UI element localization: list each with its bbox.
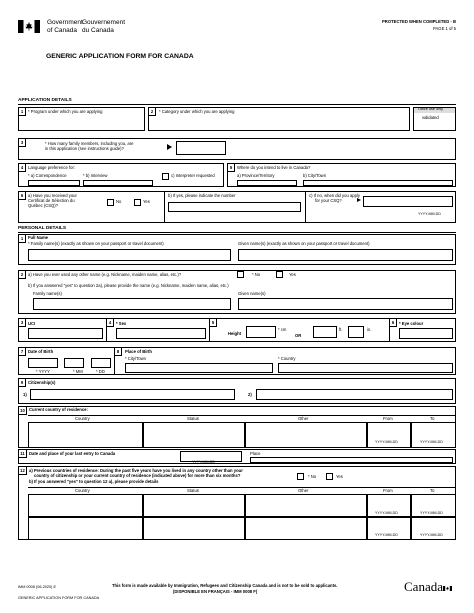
- question-number: 8: [114, 347, 122, 356]
- col-from: From: [383, 488, 393, 493]
- or-label: OR: [295, 333, 302, 338]
- date-format-hint: YYYY-MM-DD: [375, 533, 398, 537]
- date-format-hint: YYYY-MM-DD: [418, 212, 441, 216]
- last-entry-place-input[interactable]: [250, 457, 453, 463]
- form-title: GENERIC APPLICATION FORM FOR CANADA: [46, 53, 194, 60]
- height-ft-input[interactable]: [313, 326, 337, 338]
- col-country: Country: [75, 488, 90, 493]
- previous-residence-yes-label: Yes: [336, 474, 343, 479]
- given-name-input[interactable]: [238, 249, 453, 261]
- question-number: 2: [18, 270, 26, 279]
- yyyy-label: * YYYY: [36, 369, 50, 374]
- form-id: IMM 0008 (06-2020) E: [18, 585, 56, 589]
- previous-residence-yes-checkbox[interactable]: [326, 473, 333, 480]
- city-town-input[interactable]: [303, 180, 453, 186]
- family-members-input[interactable]: [176, 141, 226, 155]
- interpreter-label: c) Interpreter requested: [171, 173, 215, 178]
- question-number: 4: [18, 163, 26, 172]
- dob-month-input[interactable]: [64, 358, 84, 368]
- mm-label: * MM: [73, 369, 83, 374]
- interview-select[interactable]: [83, 180, 153, 186]
- given-name-label: Given name(s) (exactly as shown on your passport or travel document): [238, 241, 370, 246]
- question-number: 1: [18, 107, 26, 116]
- col-status: Status: [187, 488, 199, 493]
- question-number: 6: [389, 318, 397, 327]
- city-town-label: b) City/Town: [303, 173, 327, 178]
- csq-label-3: Québec (CSQ)?: [28, 203, 59, 208]
- validated-label: validated: [422, 115, 439, 120]
- question-number: 7: [18, 347, 26, 356]
- other-name-no-label: * No: [252, 272, 261, 277]
- date-format-hint: YYYY-MM-DD: [420, 533, 443, 537]
- previous-residence-no-label: * No: [308, 474, 317, 479]
- canada-wordmark: Canada: [404, 579, 443, 594]
- dob-day-input[interactable]: [91, 358, 111, 368]
- height-in-input[interactable]: [348, 326, 364, 338]
- citizenship-2-label: 2): [248, 392, 252, 397]
- divider: [305, 191, 306, 223]
- province-label: a) Province/Territory: [237, 173, 275, 178]
- height-cm-input[interactable]: [246, 326, 276, 338]
- question-number: 10: [18, 406, 27, 415]
- question-number: 6: [18, 191, 26, 200]
- pob-city-label: * City/Town: [125, 356, 146, 361]
- pob-country-label: * Country: [278, 356, 296, 361]
- col-country: Country: [75, 416, 90, 421]
- sex-select[interactable]: [116, 328, 206, 339]
- prev-status-select[interactable]: [143, 517, 245, 540]
- other-family-name-label: Family name(s): [33, 291, 62, 296]
- arrow-icon: [357, 198, 361, 202]
- correspondence-label: * a) Correspondence: [28, 173, 67, 178]
- date-format-hint: YYYY-MM-DD: [375, 440, 398, 444]
- other-name-details-label: b) If you answered "yes" to question 2a), please provide the name (e.g. Nickname, maiden name, alias, etc.): [28, 283, 229, 288]
- divider: [18, 104, 456, 105]
- height-label: Height: [228, 331, 242, 336]
- last-entry-label: Date and place of your last entry to Canada: [29, 451, 116, 456]
- cm-label: * cm: [278, 327, 287, 332]
- family-name-input[interactable]: [28, 249, 231, 261]
- page-number: PAGE 1 of 5: [433, 26, 456, 31]
- uci-label: UCI: [28, 321, 36, 326]
- citizenship-label: Citizenship(s): [28, 380, 56, 385]
- canada-flag-icon: [18, 20, 40, 33]
- dob-label: Date of Birth: [28, 349, 54, 354]
- previous-residence-question-1: a) Previous countries of residence: During the past five years have you lived in any country other than your: [29, 468, 243, 473]
- question-number: 4: [106, 318, 114, 327]
- prev-country-select[interactable]: [28, 517, 143, 540]
- other-name-yes-label: Yes: [289, 272, 296, 277]
- question-number: 3: [18, 318, 26, 327]
- eye-colour-label: * Eye colour: [399, 321, 424, 326]
- col-to: To: [430, 416, 435, 421]
- other-name-question: a) Have you ever used any other name (e.g. Nickname, maiden name, alias, etc.)?: [28, 272, 182, 277]
- protected-label: PROTECTED WHEN COMPLETED - B: [382, 19, 456, 24]
- place-label: Place: [250, 451, 261, 456]
- date-format-hint: YYYY-MM-DD: [420, 440, 443, 444]
- citizenship-1-label: 1): [23, 392, 27, 397]
- col-other: Other: [298, 416, 309, 421]
- previous-residence-no-checkbox[interactable]: [297, 473, 304, 480]
- full-name-label: Full Name: [28, 235, 49, 240]
- other-name-no-checkbox[interactable]: [237, 271, 244, 278]
- interview-label: * b) Interview: [83, 173, 108, 178]
- previous-residence-question-2: country of citizenship or your current country of residence (indicated above) for more than six months?: [34, 473, 241, 478]
- form-name-footer: GENERIC APPLICATION FORM FOR CANADA: [18, 596, 100, 600]
- current-status-select[interactable]: [143, 422, 245, 448]
- question-number: 3: [18, 138, 26, 147]
- dob-year-input[interactable]: [28, 358, 58, 368]
- prev-other-input[interactable]: [245, 517, 367, 540]
- province-select[interactable]: [237, 180, 297, 186]
- question-number: 11: [18, 449, 27, 458]
- language-label: Language preference for:: [28, 165, 76, 170]
- other-given-name-input[interactable]: [238, 298, 453, 310]
- gov-fr-line2: du Canada: [82, 27, 114, 34]
- date-format-hint: YYYY-MM-DD: [375, 511, 398, 515]
- col-status: Status: [187, 416, 199, 421]
- personal-details-heading: PERSONAL DETAILS: [18, 226, 67, 231]
- gov-en-line2: of Canada: [47, 27, 77, 34]
- question-number: 9: [18, 378, 26, 387]
- pob-label: Place of Birth: [125, 349, 152, 354]
- interpreter-checkbox[interactable]: [162, 173, 169, 180]
- csq-yes-label: Yes: [143, 199, 150, 204]
- date-format-hint: YYYY-MM-DD: [420, 511, 443, 515]
- previous-residence-details-label: b) If you answered "yes" to question 12 a), please provide details: [29, 479, 159, 484]
- eye-colour-select[interactable]: [399, 328, 453, 339]
- gov-en-line1: Government: [47, 19, 83, 26]
- divider: [18, 232, 456, 233]
- sex-label: * Sex: [116, 321, 127, 326]
- csq-yes-checkbox[interactable]: [134, 199, 141, 206]
- gov-fr-line1: Gouvernement: [82, 19, 125, 26]
- citizenship-2-select[interactable]: [256, 389, 453, 400]
- question-number: 12: [18, 466, 27, 475]
- in-label: in.: [367, 327, 372, 332]
- arrow-icon: [167, 144, 172, 150]
- program-field[interactable]: [18, 107, 145, 131]
- other-family-name-input[interactable]: [33, 298, 231, 310]
- footer-note-1: This form is made available by Immigration, Refugees and Citizenship Canada and is not to be sold to applicants.: [112, 583, 338, 588]
- application-details-heading: APPLICATION DETAILS: [18, 98, 72, 103]
- csq-number-label: b) If yes, please indicate the number: [168, 193, 236, 198]
- other-name-yes-checkbox[interactable]: [276, 271, 283, 278]
- csq-applied-label-1: c) If no, when did you apply: [309, 193, 360, 198]
- pob-city-input[interactable]: [125, 363, 273, 373]
- divider: [164, 191, 165, 223]
- current-other-input[interactable]: [245, 422, 367, 448]
- csq-applied-label-2: for your CSQ?: [315, 198, 342, 203]
- date-format-hint: YYYY-MM-DD: [192, 460, 215, 464]
- family-members-label-1: * How many family members, including you, are: [45, 141, 134, 146]
- other-given-name-label: Given name(s): [238, 291, 266, 296]
- prev-country-select[interactable]: [28, 494, 143, 517]
- program-label: * Program under which you are applying: [28, 109, 103, 114]
- ft-label: ft.: [339, 327, 343, 332]
- correspondence-select[interactable]: [28, 180, 80, 186]
- live-in-canada-label: Where do you intend to live in Canada?: [237, 165, 311, 170]
- question-number: 5: [227, 163, 235, 172]
- question-number: 2: [148, 107, 156, 116]
- category-label: * Category under which you are applying: [159, 109, 235, 114]
- category-field[interactable]: [148, 107, 410, 131]
- current-country-select[interactable]: [28, 422, 143, 448]
- family-name-label: * Family name(s) (exactly as shown on your passport or travel document): [28, 241, 164, 246]
- question-number: 5: [209, 318, 217, 327]
- uci-input[interactable]: [28, 328, 103, 339]
- pob-country-select[interactable]: [278, 363, 453, 373]
- csq-no-label: No: [116, 199, 122, 204]
- question-number: 1: [18, 234, 26, 243]
- footer-note-2: (DISPONIBLE EN FRANÇAIS - IMM 0008 F): [173, 589, 258, 594]
- csq-label-2: Certificat de Sélection du: [28, 198, 75, 203]
- wordmark-flag-icon: [443, 578, 452, 583]
- csq-applied-date-input[interactable]: [363, 196, 453, 207]
- csq-number-input[interactable]: [168, 202, 301, 212]
- col-other: Other: [298, 488, 309, 493]
- office-use-label: Office use only: [418, 107, 444, 111]
- col-from: From: [383, 416, 393, 421]
- csq-no-checkbox[interactable]: [107, 199, 114, 206]
- col-to: To: [430, 488, 435, 493]
- prev-other-input[interactable]: [245, 494, 367, 517]
- dd-label: * DD: [96, 369, 105, 374]
- family-members-label-2: in this application (see instructions guide)?: [45, 146, 124, 151]
- prev-status-select[interactable]: [143, 494, 245, 517]
- current-residence-label: Current country of residence:: [29, 407, 88, 412]
- citizenship-1-select[interactable]: [30, 389, 235, 400]
- csq-label-1: a) Have you received your: [28, 193, 77, 198]
